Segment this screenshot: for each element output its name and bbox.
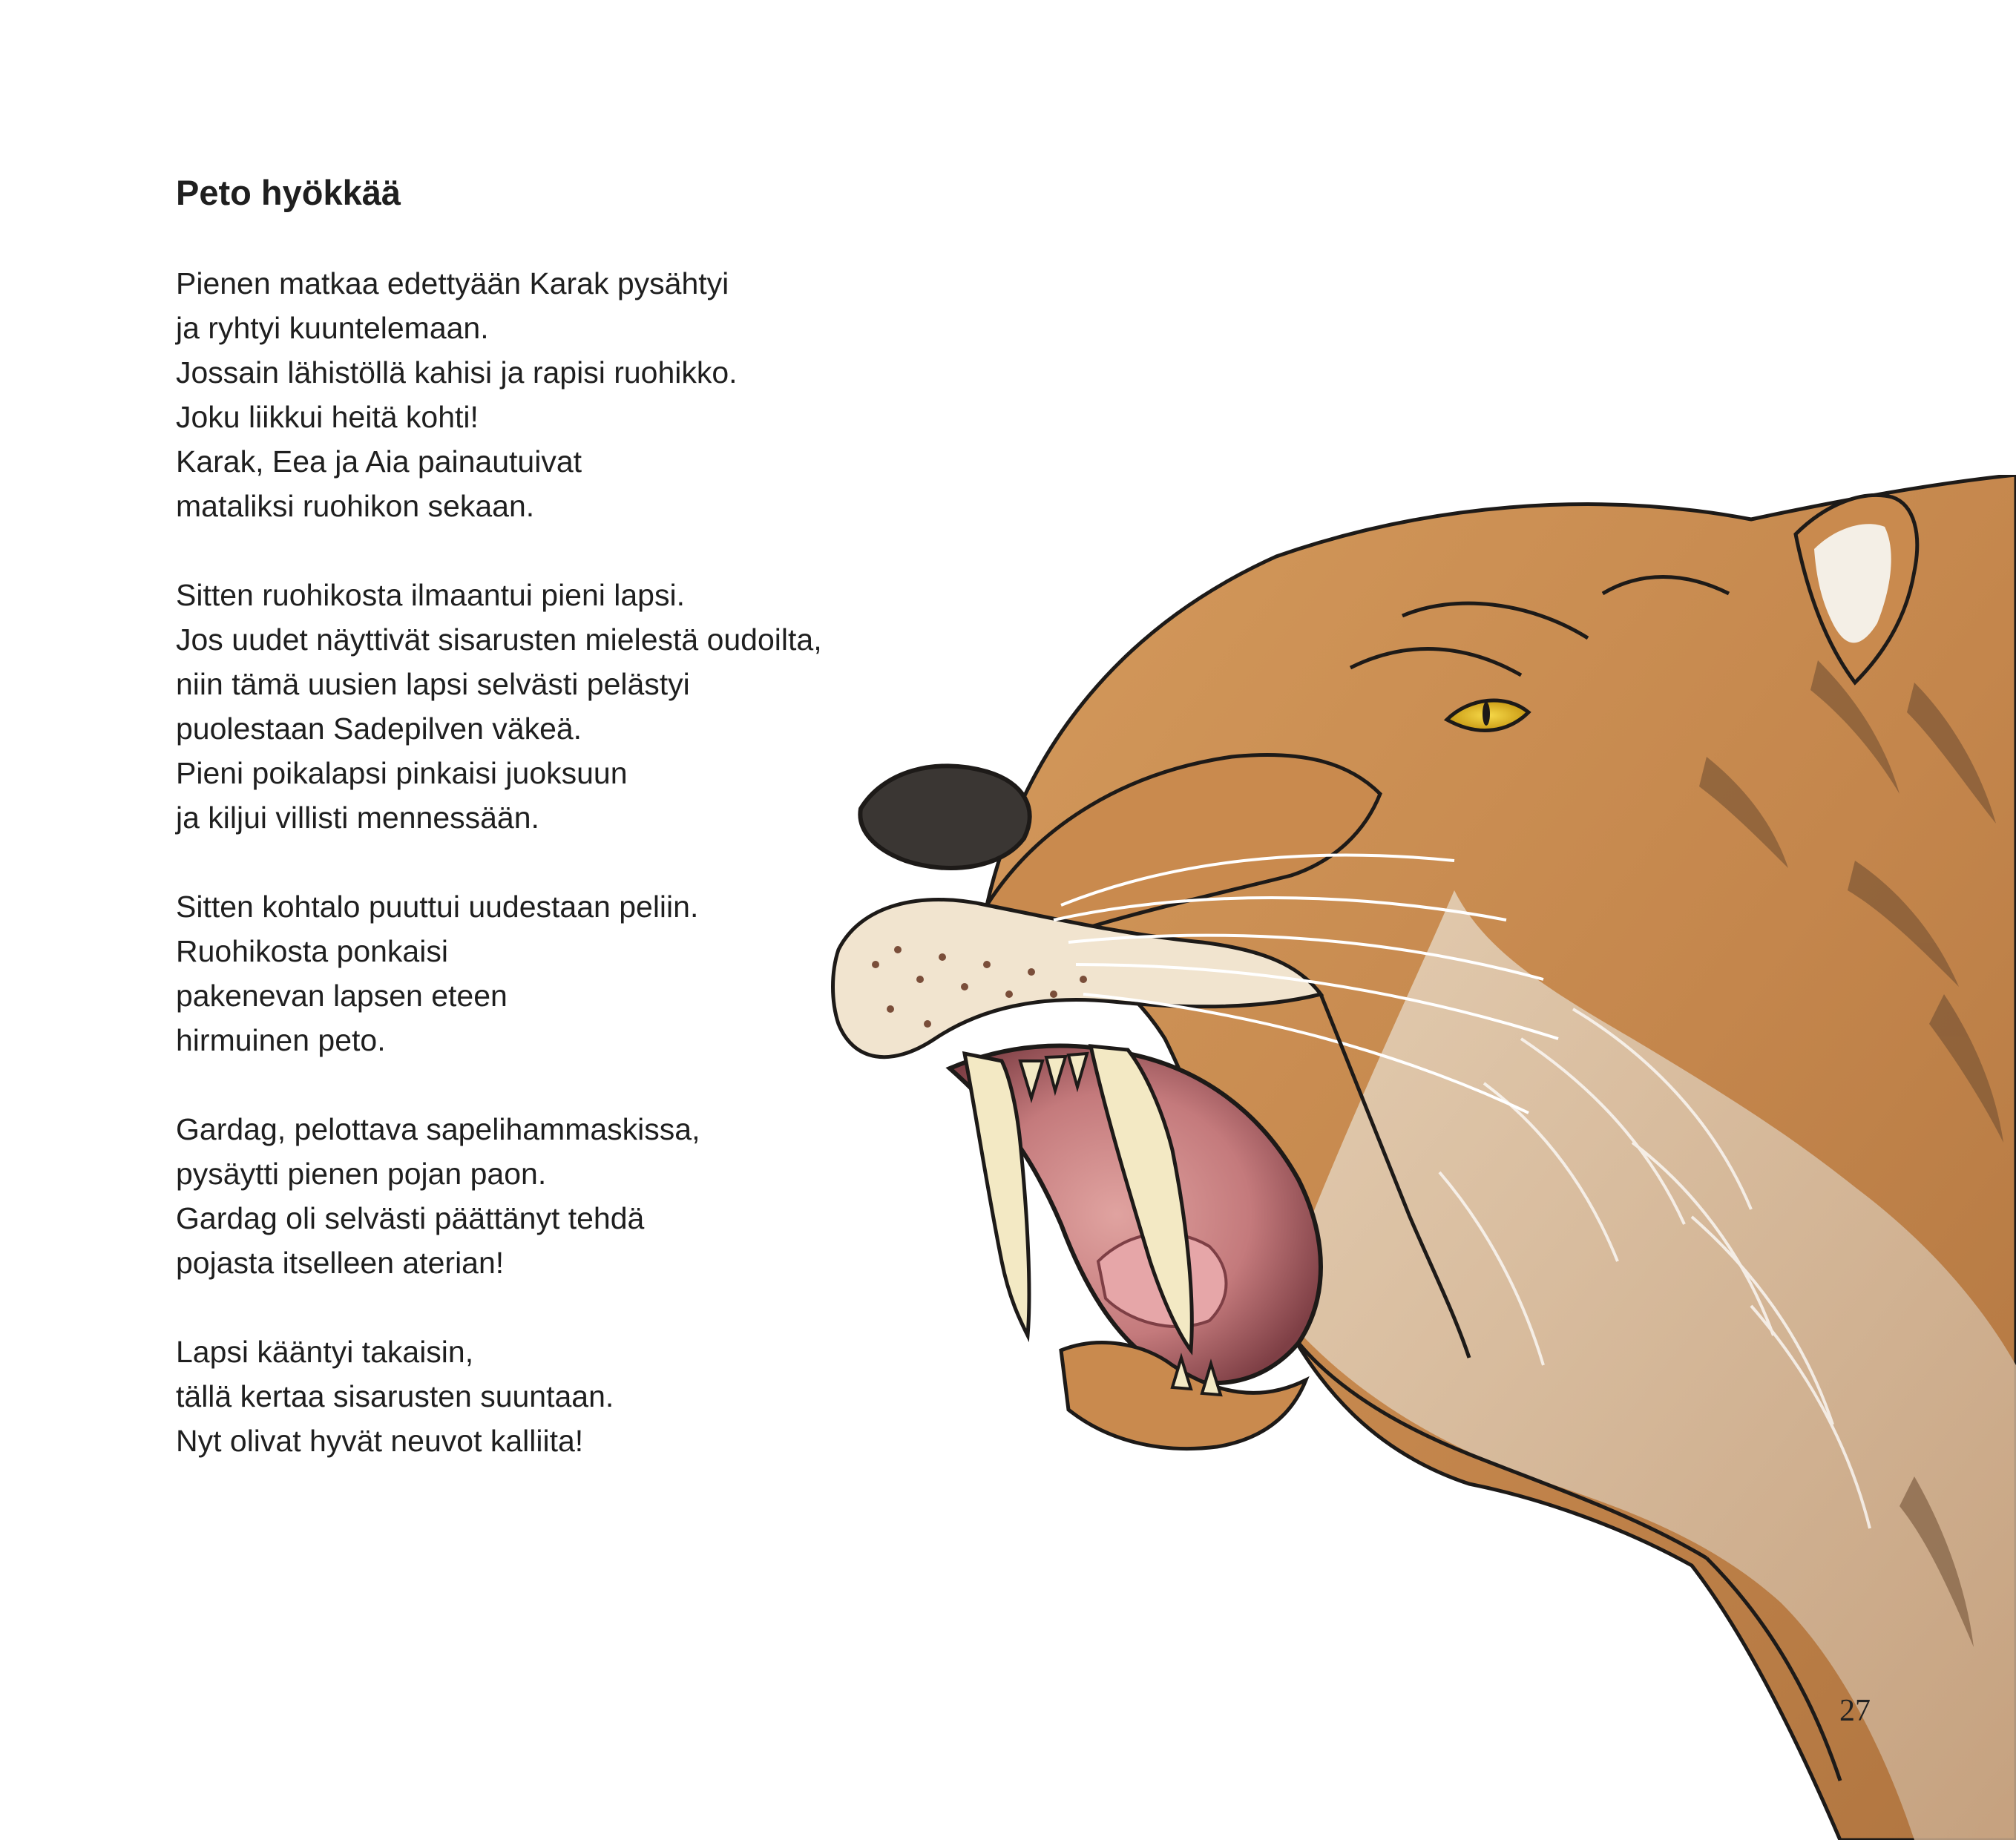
- pupil: [1483, 702, 1490, 726]
- text-line: Nyt olivat hyvät neuvot kalliita!: [176, 1424, 584, 1458]
- text-line: Pieni poikalapsi pinkaisi juoksuun: [176, 756, 628, 790]
- text-line: tällä kertaa sisarusten suuntaan.: [176, 1379, 614, 1413]
- text-line: Sitten ruohikosta ilmaantui pieni lapsi.: [176, 578, 685, 612]
- page-title: Peto hyökkää: [176, 173, 401, 212]
- text-line: Lapsi kääntyi takaisin,: [176, 1335, 474, 1369]
- story-text: [176, 261, 918, 1508]
- text-line: ja ryhtyi kuuntelemaan.: [176, 311, 489, 345]
- stanza: [176, 261, 918, 528]
- text-line: Karak, Eea ja Aia painautuivat: [176, 444, 582, 479]
- text-line: pakenevan lapsen eteen: [176, 979, 508, 1013]
- text-line: niin tämä uusien lapsi selvästi pelästyi: [176, 667, 690, 701]
- stanza: [176, 884, 918, 1062]
- saber-tooth-cat-illustration: [816, 475, 2016, 1840]
- text-line: mataliksi ruohikon sekaan.: [176, 489, 535, 523]
- text-line: hirmuinen peto.: [176, 1023, 386, 1057]
- text-line: pojasta itselleen aterian!: [176, 1246, 505, 1280]
- page-number: 27: [1839, 1694, 1871, 1728]
- text-line: Gardag oli selvästi päättänyt tehdä: [176, 1201, 645, 1235]
- stanza: [176, 1330, 918, 1463]
- stanza: [176, 1107, 918, 1285]
- stanza: [176, 573, 918, 840]
- text-line: Pienen matkaa edettyään Karak pysähtyi: [176, 266, 729, 300]
- text-line: Sitten kohtalo puuttui uudestaan peliin.: [176, 890, 699, 924]
- text-line: pysäytti pienen pojan paon.: [176, 1157, 547, 1191]
- text-line: Ruohikosta ponkaisi: [176, 934, 448, 968]
- text-line: Jossain lähistöllä kahisi ja rapisi ruohikko.: [176, 355, 738, 390]
- text-line: Jos uudet näyttivät sisarusten mielestä oudoilta,: [176, 622, 822, 657]
- text-line: puolestaan Sadepilven väkeä.: [176, 712, 582, 746]
- text-line: Joku liikkui heitä kohti!: [176, 400, 479, 434]
- nose: [860, 766, 1029, 868]
- text-line: Gardag, pelottava sapelihammaskissa,: [176, 1112, 700, 1146]
- text-line: ja kiljui villisti mennessään.: [176, 801, 539, 835]
